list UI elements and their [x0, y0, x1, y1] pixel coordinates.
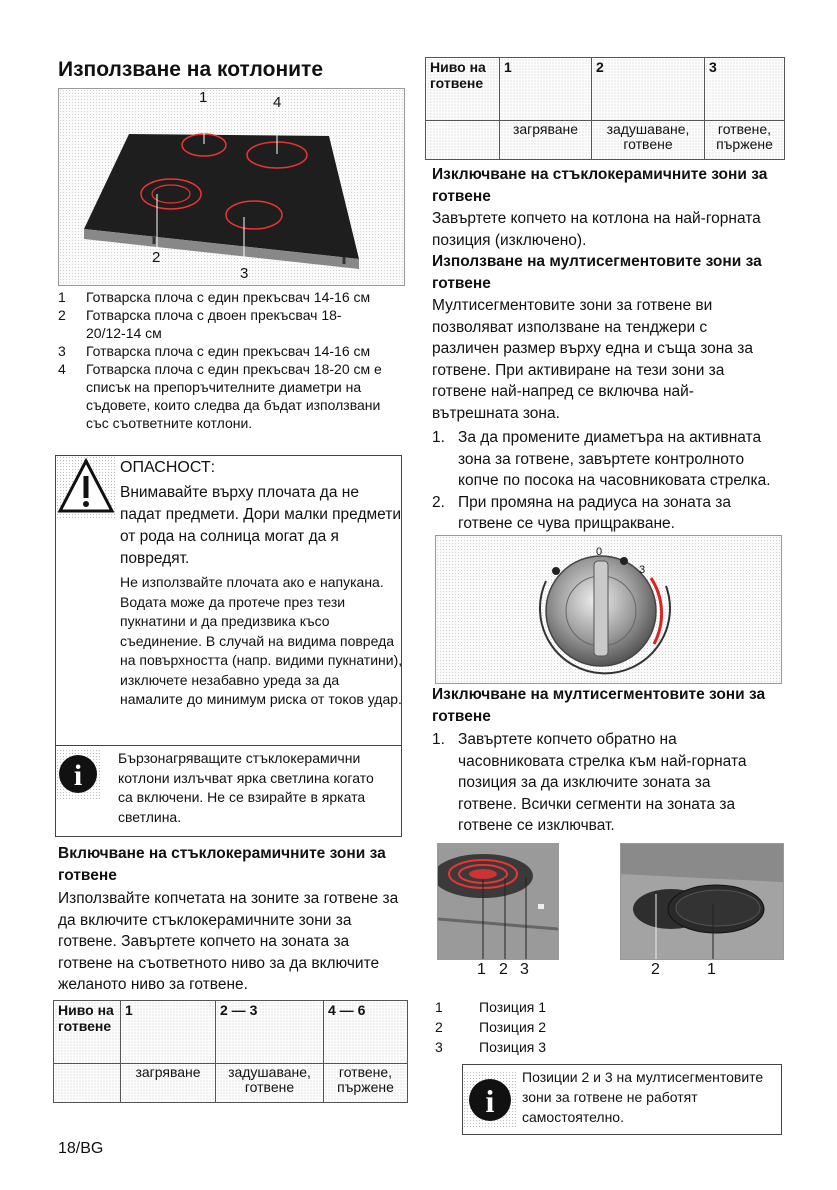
- info-icon: [56, 749, 100, 799]
- multi-off-heading: Изключване на мултисегментовите зони за готвене: [432, 686, 766, 725]
- callout-2: 2: [152, 249, 161, 266]
- zones-figure: [437, 843, 782, 988]
- table-row: [54, 1064, 408, 1103]
- knob-label-0: 0: [596, 546, 603, 558]
- info-text: Позиции 2 и 3 на мултисегментовите зони за готвене не работят самостоятелно.: [522, 1069, 764, 1125]
- warning-icon: [56, 456, 116, 518]
- table-row: [426, 58, 785, 121]
- table-header: 2: [592, 58, 705, 121]
- zone-label-2: 2: [499, 961, 508, 978]
- list-item: 1. За да промените диаметъра на активната зона за готвене, завъртете контролното копче по посока на часовниковата стрелка.: [432, 429, 771, 489]
- table-header: 3: [705, 58, 785, 121]
- knob-illustration: [436, 536, 781, 683]
- zone-label-right-1: 1: [707, 961, 716, 978]
- multi-heading: Използване на мултисегментовите зони за готвене: [432, 253, 762, 292]
- table-row: [426, 121, 785, 160]
- list-item: 1 Позиция 1: [435, 999, 547, 1015]
- list-item: 1 Готварска плоча с един прекъсвач 14-16 см: [58, 289, 371, 305]
- switch-on-text: Използвайте копчетата на зоните за готвене за да включите стъклокерамичните зони за готвене. Завъртете копчето на зоната за готвене на съответното ниво за да включите желаното ниво за готвене.: [58, 890, 399, 993]
- table-header: 1: [500, 58, 592, 121]
- info-box: [462, 1064, 782, 1135]
- hob-illustration: [59, 89, 404, 285]
- cooking-level-table: [425, 57, 785, 160]
- danger-body: Не използвайте плочата ако е напукана. Водата може да протече през тези пукнатини и да предизвика късо съединение. В случай на видима повреда на повърхността (напр. видими пукнатини), изключете незабавно уреда за да намалите до минимум риска от токов удар.: [120, 574, 403, 707]
- table-header: 4 — 6: [324, 1001, 408, 1064]
- multi-text: Мултисегментовите зони за готвене ви позволяват използване на тенджери с различен размер върху една и съща зона за готвене. При активиране на тези зони за готвене най-напред се включва най-вътрешната зона.: [432, 297, 753, 422]
- switch-off-heading: Изключване на стъклокерамичните зони за готвене: [432, 166, 768, 205]
- callout-4: 4: [273, 94, 282, 111]
- table-header: Ниво на готвене: [54, 1001, 121, 1064]
- table-header: Ниво на готвене: [426, 58, 500, 121]
- page-title: Използване на котлоните: [58, 58, 324, 81]
- knob-figure: [435, 535, 782, 684]
- info-text: Бързонагряващите стъклокерамични котлони излъчват ярка светлина когато са включени. Не се взирайте в ярката светлина.: [118, 750, 374, 825]
- zone-label-1: 1: [477, 961, 486, 978]
- list-item: 2 Готварска плоча с двоен прекъсвач 18-20/12-14 см: [58, 307, 342, 341]
- multi-off-steps: [432, 729, 772, 837]
- zone-photo-right: [620, 843, 784, 960]
- table-cell: задушаване, готвене: [216, 1064, 324, 1103]
- list-item: 3 Готварска плоча с един прекъсвач 14-16 см: [58, 343, 371, 359]
- table-header: 1: [121, 1001, 216, 1064]
- knob-label-3: 3: [639, 564, 646, 576]
- list-item: 3 Позиция 3: [435, 1039, 547, 1055]
- table-row: [54, 1001, 408, 1064]
- list-item: 4 Готварска плоча с един прекъсвач 18-20 см е списък на препоръчителните диаметри на съдовете, които следва да бъдат използвани със съответните котлони.: [58, 361, 382, 431]
- multi-steps: [432, 427, 784, 535]
- zone-label-right-2: 2: [651, 961, 660, 978]
- info-icon: [463, 1071, 517, 1128]
- callout-3: 3: [240, 265, 249, 282]
- svg-text:i: i: [73, 759, 83, 792]
- hob-legend: [58, 288, 404, 432]
- table-cell: готвене, пържене: [705, 121, 785, 160]
- table-cell: [426, 121, 500, 160]
- info-box: [55, 745, 402, 837]
- table-cell: загряване: [121, 1064, 216, 1103]
- switch-off-text: Завъртете копчето на котлона на най-горната позиция (изключено).: [432, 210, 761, 249]
- danger-box: [55, 455, 402, 746]
- list-item: 2. При промяна на радиуса на зоната за готвене се чува прищракване.: [432, 493, 732, 532]
- positions-legend: [435, 997, 635, 1057]
- table-cell: задушаване, готвене: [592, 121, 705, 160]
- hob-figure: [58, 88, 405, 286]
- list-item: 2 Позиция 2: [435, 1019, 547, 1035]
- callout-1: 1: [199, 89, 208, 106]
- svg-text:i: i: [485, 1083, 495, 1119]
- page-footer: 18/BG: [58, 1140, 104, 1157]
- zone-label-3: 3: [520, 961, 529, 978]
- danger-title: ОПАСНОСТ:: [120, 459, 216, 476]
- table-header: 2 — 3: [216, 1001, 324, 1064]
- switch-on-heading: Включване на стъклокерамичните зони за готвене: [58, 845, 386, 884]
- table-cell: [54, 1064, 121, 1103]
- table-cell: готвене, пържене: [324, 1064, 408, 1103]
- danger-lead: Внимавайте върху плочата да не падат предмети. Дори малки предмети от рода на солница могат да я повредят.: [120, 484, 402, 567]
- zone-photo-left: [437, 843, 559, 960]
- cooking-level-table: [53, 1000, 408, 1103]
- table-cell: загряване: [500, 121, 592, 160]
- list-item: 1. Завъртете копчето обратно на часовниковата стрелка към най-горната позиция за да изключите зоната за готвене. Всички сегменти на зоната за готвене се изключват.: [432, 731, 747, 834]
